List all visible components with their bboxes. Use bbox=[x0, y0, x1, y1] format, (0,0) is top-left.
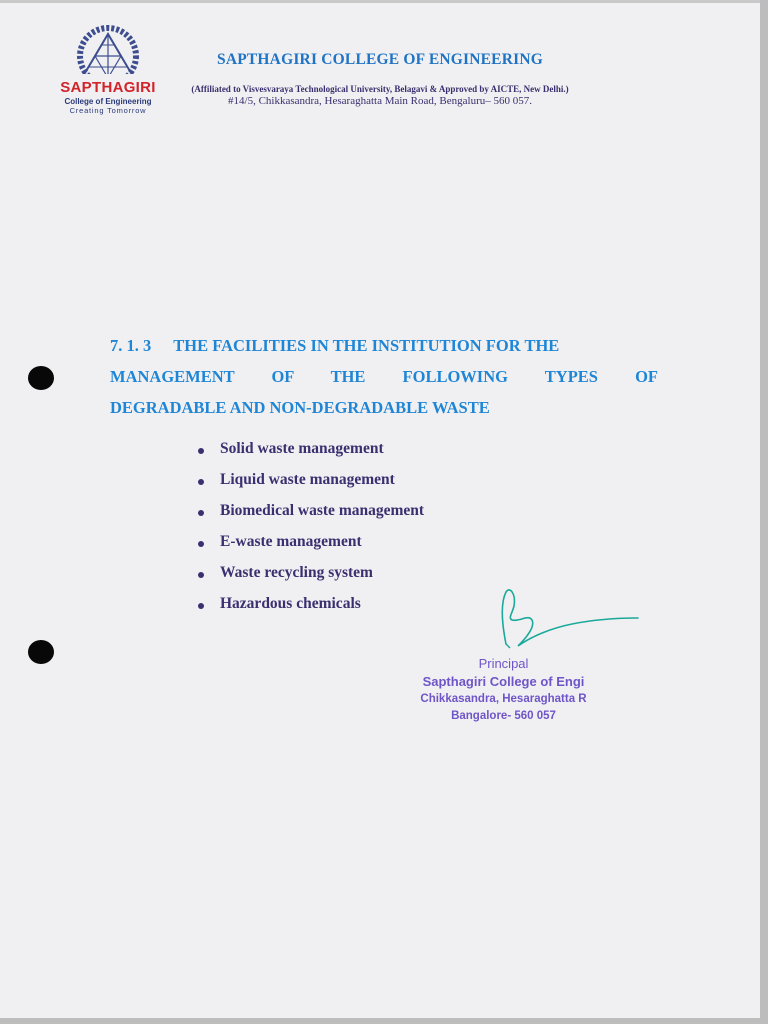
section-number: 7. 1. 3 bbox=[110, 336, 152, 355]
scan-edge-right bbox=[760, 0, 768, 1024]
list-item: Waste recycling system bbox=[196, 564, 424, 595]
list-item: Liquid waste management bbox=[196, 471, 424, 502]
stamp-city: Bangalore- 560 057 bbox=[451, 710, 556, 722]
heading-line-2: MANAGEMENT OF THE FOLLOWING TYPES OF bbox=[110, 367, 658, 386]
gear-triangle-logo-icon bbox=[66, 22, 150, 80]
principal-signature bbox=[492, 584, 642, 656]
logo-tagline: Creating Tomorrow bbox=[69, 106, 147, 115]
heading-line-3: DEGRADABLE AND NON-DEGRADABLE WASTE bbox=[110, 398, 490, 417]
list-item: Hazardous chemicals bbox=[196, 595, 424, 626]
address-text: #14/5, Chikkasandra, Hesaraghatta Main Road, Bengaluru– 560 057. bbox=[228, 95, 532, 107]
scan-edge-bottom bbox=[0, 1018, 768, 1024]
heading-line-1-text: THE FACILITIES IN THE INSTITUTION FOR THE bbox=[173, 336, 560, 355]
college-name: SAPTHAGIRI COLLEGE OF ENGINEERING bbox=[217, 51, 543, 68]
section-heading bbox=[110, 330, 658, 423]
waste-types-list bbox=[196, 440, 424, 626]
list-item: Solid waste management bbox=[196, 440, 424, 471]
punch-hole-bottom bbox=[28, 640, 54, 664]
logo-subtitle: College of Engineering bbox=[64, 97, 152, 106]
scan-edge-top bbox=[0, 0, 768, 3]
stamp-address: Chikkasandra, Hesaraghatta R bbox=[420, 693, 587, 705]
heading-line-1 bbox=[110, 336, 559, 355]
list-item: Biomedical waste management bbox=[196, 502, 424, 533]
stamp-title: Principal bbox=[478, 656, 529, 671]
stamp-college: Sapthagiri College of Engi bbox=[422, 674, 585, 689]
list-item: E-waste management bbox=[196, 533, 424, 564]
principal-stamp bbox=[396, 656, 611, 725]
punch-hole-top bbox=[28, 366, 54, 390]
college-logo bbox=[58, 22, 158, 114]
affiliation-text: (Affiliated to Visvesvaraya Technological University, Belagavi & Approved by AICTE, New Delhi.) bbox=[191, 84, 569, 94]
logo-name: SAPTHAGIRI bbox=[60, 79, 156, 96]
